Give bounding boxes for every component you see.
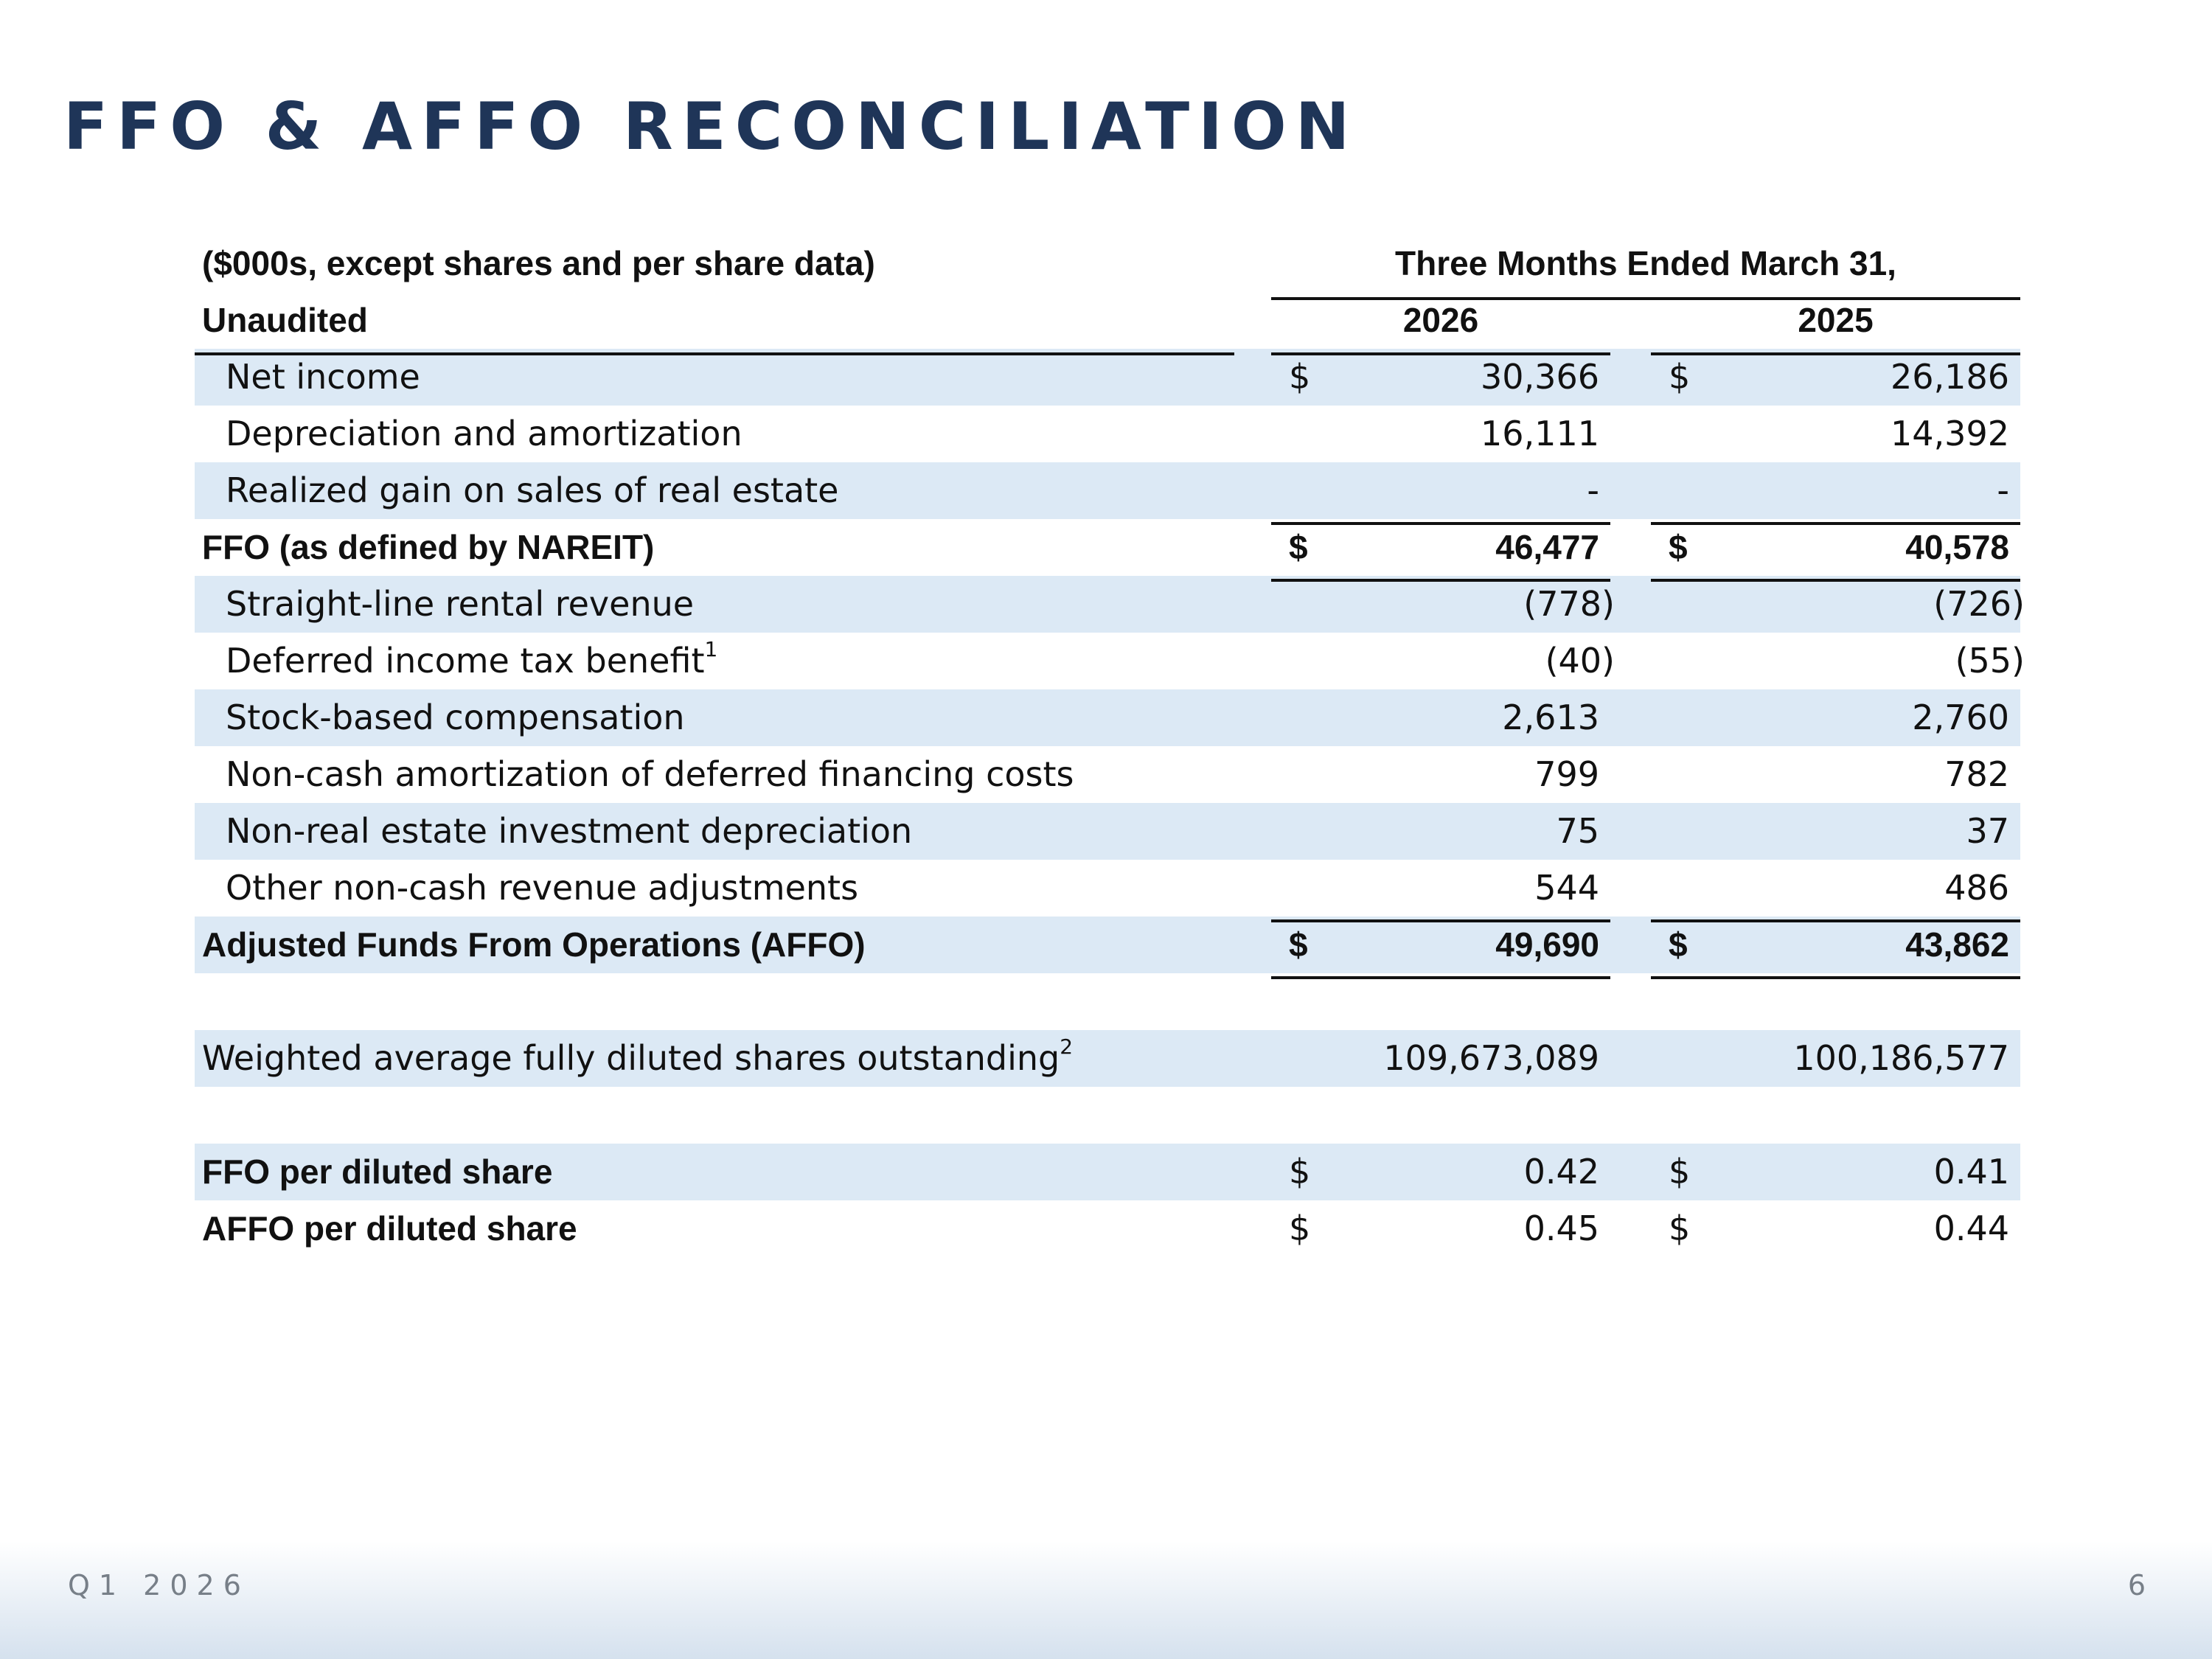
table-row-ffo bbox=[195, 519, 2020, 576]
table-row-weighted-shares bbox=[195, 1030, 2020, 1087]
row-label: Non-cash amortization of deferred financing costs bbox=[226, 754, 1074, 794]
period-header-rule bbox=[1271, 297, 2020, 300]
table-row-noncash-amortization bbox=[195, 746, 2020, 803]
value-2025: 40,578 bbox=[1905, 528, 2009, 566]
year-header-2025: 2025 bbox=[1798, 301, 1874, 339]
reconciliation-table bbox=[195, 235, 2025, 1257]
table-header-row-1 bbox=[195, 235, 2020, 292]
value-2026: (40) bbox=[1545, 641, 1615, 681]
row-label: Stock-based compensation bbox=[226, 698, 685, 737]
value-2025: 43,862 bbox=[1905, 925, 2009, 964]
row-label-text: Weighted average fully diluted shares outstanding bbox=[202, 1038, 1060, 1078]
currency-symbol: $ bbox=[1289, 357, 1311, 397]
currency-symbol: $ bbox=[1669, 528, 1688, 566]
currency-symbol: $ bbox=[1669, 925, 1688, 964]
value-2026: 544 bbox=[1534, 868, 1599, 908]
table-row-ffo-per-share bbox=[195, 1144, 2020, 1200]
currency-symbol: $ bbox=[1289, 528, 1308, 566]
table-row-net-income bbox=[195, 349, 2020, 406]
row-label bbox=[226, 633, 717, 689]
value-2025: 37 bbox=[1966, 811, 2009, 851]
row-label: Non-real estate investment depreciation bbox=[226, 811, 913, 851]
table-row-affo-per-share bbox=[195, 1200, 2020, 1257]
currency-symbol: $ bbox=[1289, 925, 1308, 964]
table-spacer-row bbox=[195, 1087, 2020, 1144]
ffo-top-rule-2026 bbox=[1271, 522, 1610, 525]
value-2026: 0.42 bbox=[1523, 1152, 1599, 1192]
footer-quarter-label: Q1 2026 bbox=[68, 1569, 250, 1601]
row-label: Straight-line rental revenue bbox=[226, 584, 695, 624]
value-2026: (778) bbox=[1523, 584, 1615, 624]
ffo-top-rule-2025 bbox=[1651, 522, 2020, 525]
value-2025: 2,760 bbox=[1912, 698, 2009, 737]
currency-symbol: $ bbox=[1669, 357, 1691, 397]
value-2026: 109,673,089 bbox=[1383, 1038, 1599, 1078]
value-2025: 0.41 bbox=[1933, 1152, 2009, 1192]
value-2026: 2,613 bbox=[1502, 698, 1599, 737]
currency-symbol: $ bbox=[1289, 1152, 1311, 1192]
row-label-text: Deferred income tax benefit bbox=[226, 641, 705, 681]
value-2026: 75 bbox=[1556, 811, 1599, 851]
year-header-2026: 2026 bbox=[1402, 301, 1479, 339]
currency-symbol: $ bbox=[1289, 1208, 1311, 1248]
table-row-deferred-tax bbox=[195, 633, 2025, 689]
table-row-affo bbox=[195, 917, 2020, 973]
period-header: Three Months Ended March 31, bbox=[1395, 244, 1896, 282]
value-2026: 16,111 bbox=[1481, 414, 1599, 453]
ffo-bottom-rule-2025 bbox=[1651, 579, 2020, 582]
value-2025: (55) bbox=[1955, 641, 2025, 681]
table-header-row-2 bbox=[195, 292, 2020, 349]
table-row-straight-line bbox=[195, 576, 2025, 633]
value-2025: - bbox=[1997, 470, 2009, 510]
table-row-realized-gain bbox=[195, 462, 2020, 519]
row-label: FFO per diluted share bbox=[202, 1152, 553, 1191]
value-2026: 799 bbox=[1534, 754, 1599, 794]
footnote-marker: 1 bbox=[704, 636, 718, 661]
ffo-bottom-rule-2026 bbox=[1271, 579, 1610, 582]
label-column-rule bbox=[195, 352, 1234, 355]
table-row-non-real-estate-depreciation bbox=[195, 803, 2020, 860]
row-label: Other non-cash revenue adjustments bbox=[226, 868, 859, 908]
row-label: Adjusted Funds From Operations (AFFO) bbox=[202, 925, 866, 964]
table-spacer-row bbox=[195, 973, 2020, 1030]
page-number: 6 bbox=[2127, 1569, 2146, 1601]
table-row-other-noncash-revenue bbox=[195, 860, 2020, 917]
footer-band bbox=[0, 1541, 2212, 1659]
year-2025-header-rule bbox=[1651, 352, 2020, 355]
value-2026: - bbox=[1587, 470, 1599, 510]
value-2025: 782 bbox=[1944, 754, 2009, 794]
value-2026: 49,690 bbox=[1495, 925, 1599, 964]
units-note: ($000s, except shares and per share data) bbox=[202, 244, 875, 282]
affo-bottom-rule-2026 bbox=[1271, 976, 1610, 979]
row-label: Depreciation and amortization bbox=[226, 414, 742, 453]
row-label: Realized gain on sales of real estate bbox=[226, 470, 839, 510]
row-label: Net income bbox=[226, 357, 420, 397]
currency-symbol: $ bbox=[1669, 1208, 1691, 1248]
value-2025: (726) bbox=[1933, 584, 2025, 624]
value-2026: 46,477 bbox=[1495, 528, 1599, 566]
value-2025: 0.44 bbox=[1933, 1208, 2009, 1248]
footnote-marker: 2 bbox=[1060, 1034, 1074, 1059]
row-label: AFFO per diluted share bbox=[202, 1209, 577, 1248]
value-2025: 26,186 bbox=[1891, 357, 2009, 397]
table-row-depreciation bbox=[195, 406, 2020, 462]
year-2026-header-rule bbox=[1271, 352, 1610, 355]
affo-top-rule-2025 bbox=[1651, 919, 2020, 922]
affo-bottom-rule-2025 bbox=[1651, 976, 2020, 979]
unaudited-label: Unaudited bbox=[202, 301, 368, 339]
value-2025: 100,186,577 bbox=[1793, 1038, 2009, 1078]
page-title: FFO & AFFO RECONCILIATION bbox=[63, 88, 1359, 164]
value-2026: 0.45 bbox=[1523, 1208, 1599, 1248]
value-2026: 30,366 bbox=[1481, 357, 1599, 397]
currency-symbol: $ bbox=[1669, 1152, 1691, 1192]
value-2025: 486 bbox=[1944, 868, 2009, 908]
value-2025: 14,392 bbox=[1891, 414, 2009, 453]
row-label bbox=[202, 1030, 1073, 1087]
affo-top-rule-2026 bbox=[1271, 919, 1610, 922]
table-row-stock-comp bbox=[195, 689, 2020, 746]
row-label: FFO (as defined by NAREIT) bbox=[202, 528, 655, 566]
